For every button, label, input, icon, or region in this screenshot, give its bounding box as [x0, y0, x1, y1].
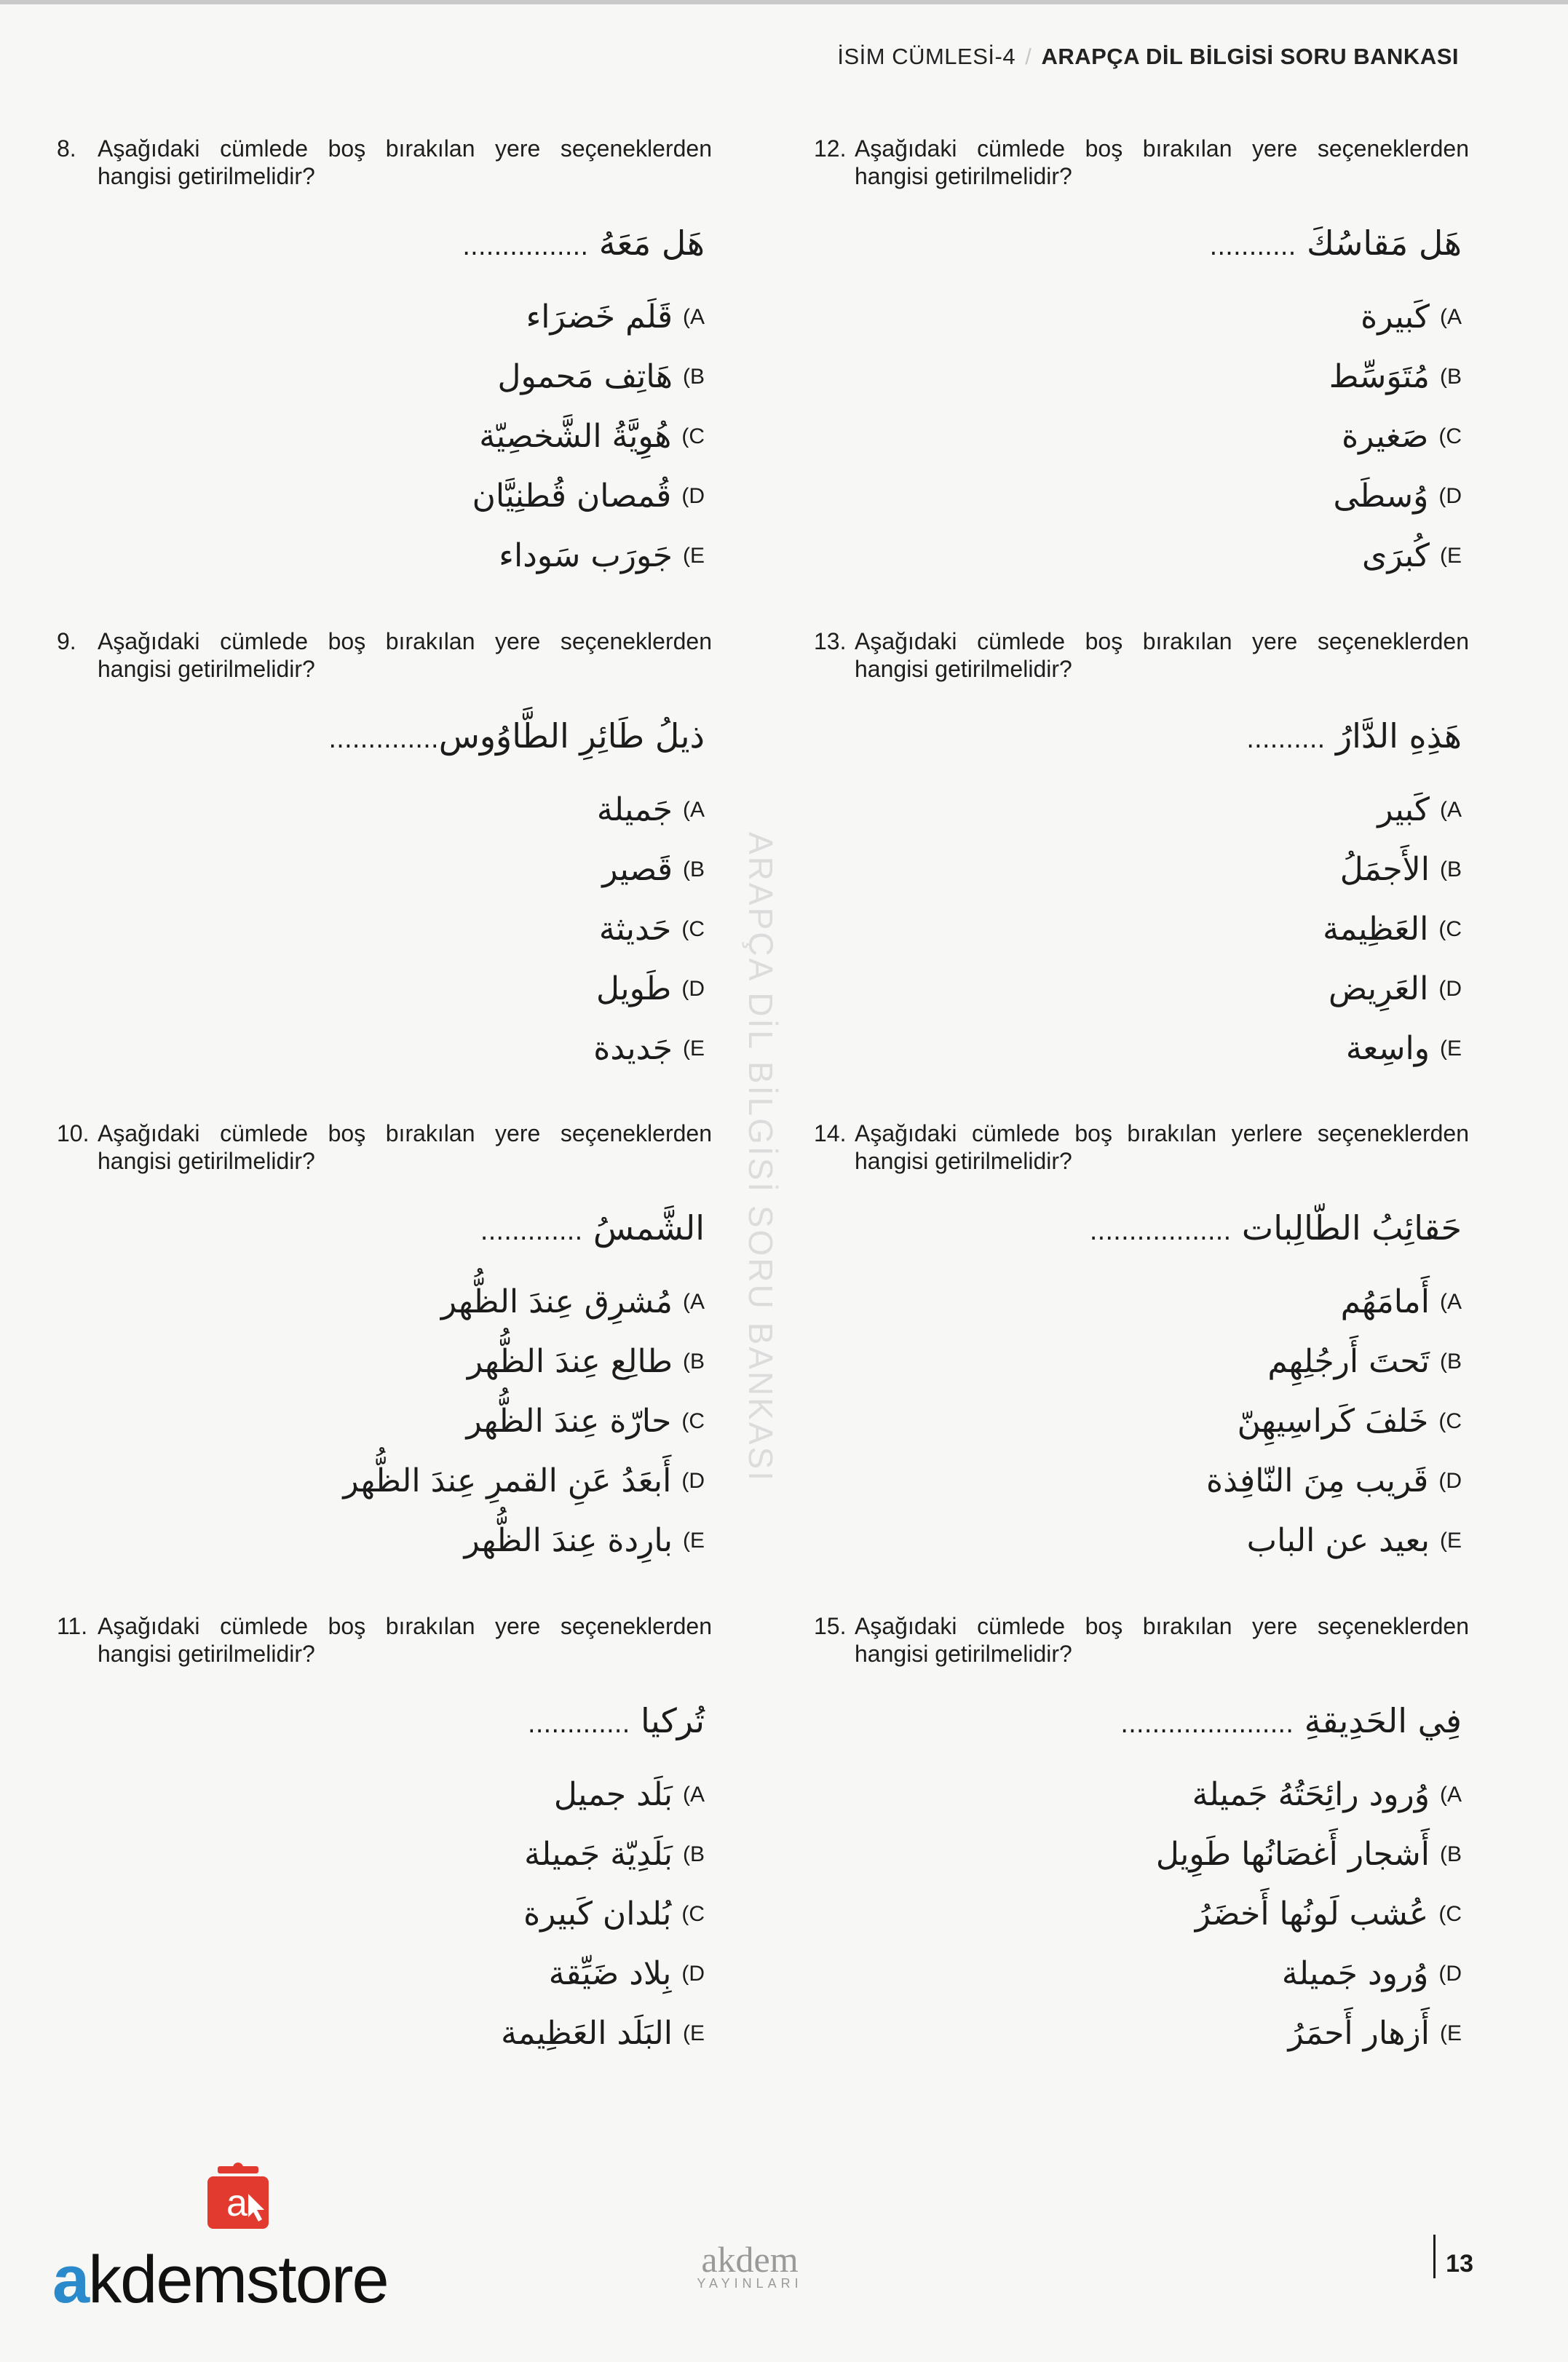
- options-list: [814, 288, 1469, 586]
- arabic-sentence: فِي الحَدِيقةِ: [1304, 1701, 1462, 1740]
- option-text: أَبعَدُ عَنِ القمرِ عِندَ الظُّهر: [343, 1462, 672, 1499]
- option-text: العَرِيض: [1329, 970, 1429, 1007]
- option-text: صَغيرة: [1342, 418, 1429, 455]
- question-number: 8.: [57, 135, 76, 162]
- options-list: [814, 1765, 1469, 2064]
- store-icon-letter: a: [226, 2182, 248, 2224]
- blank-dots: .............: [527, 1710, 630, 1739]
- option-text: عُشب لَونُها أَخضَرُ: [1195, 1895, 1429, 1933]
- arabic-sentence: هَذِهِ الدَّارُ: [1335, 716, 1462, 756]
- question-sentence: [814, 716, 1469, 756]
- question-8: [57, 135, 712, 586]
- option-b[interactable]: [814, 1332, 1469, 1392]
- option-text: وُسطَى: [1333, 477, 1429, 515]
- option-e[interactable]: [814, 1019, 1469, 1079]
- option-text: وُرود رائِحَتُهُ جَميلة: [1192, 1776, 1430, 1813]
- option-letter: C): [1438, 1409, 1462, 1433]
- option-letter: D): [681, 1962, 705, 1986]
- question-stem: Aşağıdaki cümlede boş bırakılan yere seçeneklerden hangisi getirilmelidir?: [98, 628, 712, 682]
- question-sentence: [814, 223, 1469, 263]
- option-letter: B): [682, 1842, 705, 1866]
- option-letter: C): [1438, 1902, 1462, 1926]
- option-letter: C): [681, 1409, 705, 1433]
- option-letter: A): [682, 1783, 705, 1807]
- option-letter: D): [681, 1469, 705, 1493]
- question-number: 12.: [814, 135, 847, 162]
- option-b[interactable]: [57, 1825, 712, 1885]
- option-c[interactable]: [57, 1392, 712, 1451]
- option-text: جَديدة: [593, 1030, 673, 1067]
- option-letter: D): [681, 484, 705, 508]
- option-e[interactable]: [57, 1511, 712, 1571]
- store-wordmark-rest: kdemstore: [88, 2243, 388, 2317]
- question-number: 15.: [814, 1613, 847, 1639]
- question-13: [814, 627, 1469, 1079]
- options-list: [57, 1272, 712, 1571]
- option-text: بَلَدِيّة جَميلة: [524, 1836, 673, 1873]
- question-9: [57, 627, 712, 1079]
- option-text: واسِعة: [1345, 1030, 1430, 1067]
- question-number: 13.: [814, 628, 847, 654]
- option-b[interactable]: [57, 840, 712, 900]
- question-sentence: [814, 1208, 1469, 1248]
- option-text: خَلفَ كَراسِيهِنّ: [1237, 1403, 1429, 1440]
- question-stem: Aşağıdaki cümlede boş bırakılan yere seçeneklerden hangisi getirilmelidir?: [98, 1613, 712, 1667]
- option-text: قَلَم خَضرَاء: [526, 298, 673, 336]
- question-stem: Aşağıdaki cümlede boş bırakılan yere seçeneklerden hangisi getirilmelidir?: [855, 628, 1469, 682]
- option-d[interactable]: [57, 1944, 712, 2004]
- blank-dots: ...........: [1209, 232, 1296, 261]
- option-letter: C): [681, 424, 705, 448]
- option-c[interactable]: [814, 900, 1469, 959]
- option-letter: A): [682, 1290, 705, 1314]
- blank-dots: .............: [480, 1217, 583, 1246]
- option-text: أَمامَهُم: [1340, 1283, 1430, 1320]
- question-sentence: [57, 1701, 712, 1740]
- akdemstore-logo[interactable]: [52, 2162, 446, 2317]
- option-a[interactable]: [57, 1765, 712, 1825]
- running-header: [837, 44, 1459, 70]
- option-text: جَورَب سَوداء: [499, 537, 673, 574]
- store-wordmark-prefix: a: [52, 2243, 89, 2317]
- question-number: 9.: [57, 628, 76, 654]
- section-title: İSİM CÜMLESİ-4: [837, 44, 1016, 69]
- option-letter: E): [1439, 544, 1462, 568]
- option-text: قُمصان قُطنِيَّان: [472, 477, 672, 515]
- option-letter: D): [681, 977, 705, 1001]
- watermark-text: ARAPÇA DİL BİLGİSİ SORU BANKASI: [742, 831, 780, 1483]
- option-a[interactable]: [57, 780, 712, 840]
- option-text: قَصير: [602, 851, 673, 888]
- option-text: وُرود جَميلة: [1281, 1955, 1429, 1992]
- option-d[interactable]: [814, 467, 1469, 526]
- option-letter: A): [1439, 798, 1462, 822]
- option-letter: E): [1439, 2021, 1462, 2045]
- option-letter: A): [1439, 305, 1462, 329]
- option-text: بُلدان كَبيرة: [523, 1895, 672, 1933]
- option-e[interactable]: [57, 1019, 712, 1079]
- option-text: بِلاد ضَيِّقة: [548, 1955, 672, 1992]
- blank-dots: ..........: [1246, 725, 1326, 754]
- option-e[interactable]: [814, 2004, 1469, 2064]
- option-text: حارّة عِندَ الظُّهر: [466, 1403, 672, 1440]
- arabic-sentence: هَل مَعَهُ: [598, 223, 705, 263]
- option-letter: E): [1439, 1037, 1462, 1061]
- publisher-name: akdem: [701, 2239, 799, 2280]
- option-a[interactable]: [57, 1272, 712, 1332]
- option-letter: B): [682, 1350, 705, 1374]
- option-a[interactable]: [814, 288, 1469, 347]
- top-rule: [0, 0, 1568, 4]
- option-text: مُتَوَسِّط: [1329, 358, 1430, 395]
- question-sentence: [57, 223, 712, 263]
- option-letter: D): [1438, 484, 1462, 508]
- blank-dots: ..............: [328, 725, 439, 754]
- arabic-sentence: تُركيا: [641, 1701, 705, 1740]
- option-text: الأَجمَلُ: [1339, 851, 1430, 888]
- option-text: جَميلة: [596, 791, 673, 828]
- option-letter: E): [1439, 1529, 1462, 1553]
- option-letter: D): [1438, 1962, 1462, 1986]
- option-e[interactable]: [814, 1511, 1469, 1571]
- option-text: هُوِيَّةُ الشَّخصِيّة: [479, 418, 672, 455]
- options-list: [57, 780, 712, 1079]
- question-stem: Aşağıdaki cümlede boş bırakılan yerlere seçeneklerden hangisi getirilmelidir?: [855, 1120, 1469, 1174]
- question-sentence: [57, 716, 712, 756]
- option-c[interactable]: [814, 407, 1469, 467]
- option-d[interactable]: [814, 1944, 1469, 2004]
- option-text: بَلَد جميل: [553, 1776, 673, 1813]
- book-store-icon: [202, 2162, 274, 2235]
- question-12: [814, 135, 1469, 586]
- question-stem: Aşağıdaki cümlede boş bırakılan yere seçeneklerden hangisi getirilmelidir?: [98, 135, 712, 189]
- option-text: كَبير: [1377, 791, 1430, 828]
- option-c[interactable]: [57, 407, 712, 467]
- option-d[interactable]: [57, 959, 712, 1019]
- option-d[interactable]: [57, 467, 712, 526]
- arabic-sentence: ذيلُ طَائِرِ الطَّاوُوس: [438, 716, 705, 756]
- arabic-sentence: الشَّمسُ: [593, 1208, 705, 1248]
- option-letter: E): [682, 1037, 705, 1061]
- blank-dots: ..................: [1089, 1217, 1232, 1246]
- option-b[interactable]: [814, 347, 1469, 407]
- option-a[interactable]: [57, 288, 712, 347]
- option-text: قَريب مِنَ النّافِذة: [1206, 1462, 1429, 1499]
- option-letter: C): [1438, 917, 1462, 941]
- blank-dots: ......................: [1120, 1710, 1294, 1739]
- option-b[interactable]: [814, 840, 1469, 900]
- option-letter: B): [1439, 365, 1462, 389]
- question-stem: Aşağıdaki cümlede boş bırakılan yere seçeneklerden hangisi getirilmelidir?: [855, 135, 1469, 189]
- watermark: [739, 830, 783, 1485]
- option-letter: A): [1439, 1783, 1462, 1807]
- options-list: [814, 1272, 1469, 1571]
- option-letter: E): [682, 1529, 705, 1553]
- option-text: أَزهار أَحمَرُ: [1288, 2015, 1430, 2052]
- question-number: 11.: [57, 1613, 88, 1639]
- option-letter: D): [1438, 977, 1462, 1001]
- arabic-sentence: هَل مَقاسُكَ: [1307, 223, 1462, 263]
- option-b[interactable]: [57, 347, 712, 407]
- option-b[interactable]: [57, 1332, 712, 1392]
- option-e[interactable]: [57, 526, 712, 586]
- publisher-logo: [677, 2238, 823, 2291]
- option-text: البَلَد العَظِيمة: [501, 2015, 673, 2052]
- option-text: بارِدة عِندَ الظُّهر: [464, 1522, 673, 1559]
- question-number: 14.: [814, 1120, 847, 1146]
- option-text: أَشجار أَغصَانُها طَوِيل: [1155, 1836, 1430, 1873]
- option-d[interactable]: [814, 959, 1469, 1019]
- blank-dots: ................: [462, 232, 589, 261]
- question-10: [57, 1119, 712, 1571]
- option-letter: E): [682, 544, 705, 568]
- book-title: ARAPÇA DİL BİLGİSİ SORU BANKASI: [1041, 44, 1459, 69]
- option-text: العَظِيمة: [1323, 911, 1429, 948]
- question-stem: Aşağıdaki cümlede boş bırakılan yere seçeneklerden hangisi getirilmelidir?: [855, 1613, 1469, 1667]
- option-text: مُشرِق عِندَ الظُّهر: [440, 1283, 673, 1320]
- option-c[interactable]: [57, 900, 712, 959]
- option-letter: C): [1438, 424, 1462, 448]
- option-text: كَبيرة: [1361, 298, 1430, 336]
- options-list: [57, 1765, 712, 2064]
- option-text: هَاتِف مَحمول: [497, 358, 673, 395]
- question-stem: Aşağıdaki cümlede boş bırakılan yere seçeneklerden hangisi getirilmelidir?: [98, 1120, 712, 1174]
- publisher-subtitle: YAYINLARI: [697, 2276, 803, 2291]
- option-b[interactable]: [814, 1825, 1469, 1885]
- option-letter: D): [1438, 1469, 1462, 1493]
- option-text: حَديثة: [598, 911, 672, 948]
- option-e[interactable]: [814, 526, 1469, 586]
- arabic-sentence: حَقائِبُ الطّالِبات: [1241, 1208, 1462, 1248]
- question-15: [814, 1612, 1469, 2064]
- option-e[interactable]: [57, 2004, 712, 2064]
- option-letter: B): [682, 857, 705, 881]
- option-d[interactable]: [57, 1451, 712, 1511]
- question-sentence: [814, 1701, 1469, 1740]
- option-letter: B): [682, 365, 705, 389]
- option-d[interactable]: [814, 1451, 1469, 1511]
- option-a[interactable]: [814, 1765, 1469, 1825]
- option-c[interactable]: [814, 1885, 1469, 1944]
- option-a[interactable]: [814, 1272, 1469, 1332]
- option-letter: C): [681, 1902, 705, 1926]
- question-number: 10.: [57, 1120, 90, 1146]
- option-text: طالِع عِندَ الظُّهر: [467, 1343, 673, 1380]
- option-letter: E): [682, 2021, 705, 2045]
- option-letter: B): [1439, 857, 1462, 881]
- store-wordmark: [52, 2242, 388, 2318]
- option-letter: A): [1439, 1290, 1462, 1314]
- page-number: 13: [1433, 2235, 1473, 2278]
- option-c[interactable]: [814, 1392, 1469, 1451]
- option-text: طَويل: [596, 970, 672, 1007]
- option-letter: C): [681, 917, 705, 941]
- options-list: [814, 780, 1469, 1079]
- option-letter: B): [1439, 1350, 1462, 1374]
- option-letter: B): [1439, 1842, 1462, 1866]
- option-a[interactable]: [814, 780, 1469, 840]
- option-c[interactable]: [57, 1885, 712, 1944]
- option-text: تَحتَ أَرجُلِهِم: [1267, 1343, 1430, 1380]
- question-14: [814, 1119, 1469, 1571]
- header-separator: /: [1025, 44, 1032, 69]
- options-list: [57, 288, 712, 586]
- question-11: [57, 1612, 712, 2064]
- question-sentence: [57, 1208, 712, 1248]
- option-letter: A): [682, 798, 705, 822]
- option-text: كُبرَى: [1362, 537, 1430, 574]
- option-text: بعيد عن الباب: [1246, 1522, 1430, 1559]
- option-letter: A): [682, 305, 705, 329]
